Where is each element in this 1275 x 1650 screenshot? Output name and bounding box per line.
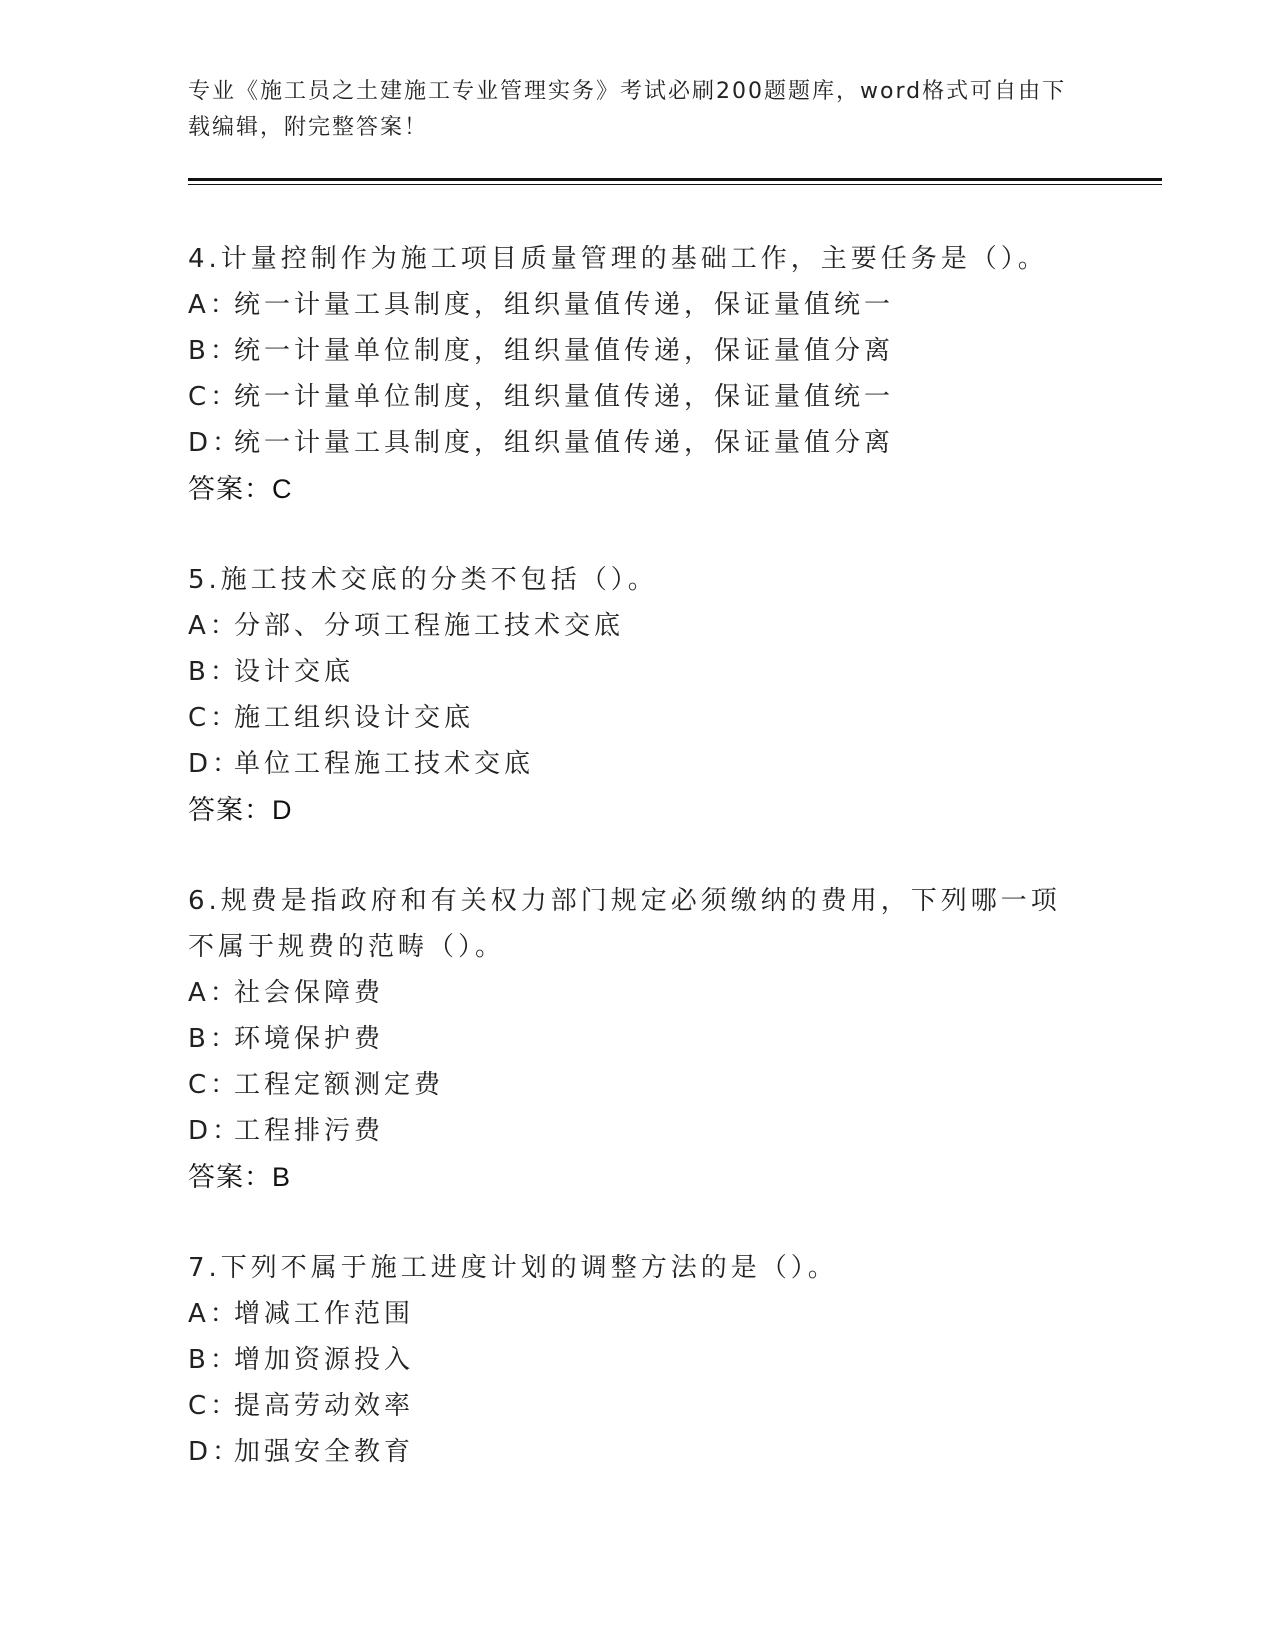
option-key: A： <box>188 978 240 1008</box>
option-text: 统一计量工具制度，组织量值传递，保证量值分离 <box>234 428 895 458</box>
option-d <box>188 741 1088 787</box>
option-text: 提高劳动效率 <box>234 1391 415 1421</box>
option-key: D： <box>188 428 243 458</box>
option-a <box>188 1291 1088 1337</box>
option-text: 工程定额测定费 <box>234 1070 445 1100</box>
option-text: 工程排污费 <box>234 1116 385 1146</box>
option-text: 分部、分项工程施工技术交底 <box>234 611 625 641</box>
option-c <box>188 1383 1088 1429</box>
option-b <box>188 1016 1088 1062</box>
option-key: B： <box>188 336 240 366</box>
answer-label: 答案：D <box>188 795 293 825</box>
option-key: B： <box>188 1024 240 1054</box>
option-text: 社会保障费 <box>234 978 385 1008</box>
option-key: A： <box>188 290 240 320</box>
question-stem: 6.规费是指政府和有关权力部门规定必须缴纳的费用，下列哪一项不属于规费的范畴（）。 <box>188 886 1061 962</box>
option-key: D： <box>188 1116 243 1146</box>
option-text: 统一计量单位制度，组织量值传递，保证量值分离 <box>234 336 895 366</box>
option-text: 统一计量单位制度，组织量值传递，保证量值统一 <box>234 382 895 412</box>
option-key: A： <box>188 611 240 641</box>
option-c <box>188 695 1088 741</box>
option-b <box>188 1337 1088 1383</box>
question-6 <box>188 878 1088 1200</box>
option-key: C： <box>188 382 241 412</box>
document-header: 专业《施工员之土建施工专业管理实务》考试必刷200题题库，word格式可自由下载编辑，附完整答案！ <box>188 79 1067 140</box>
option-key: D： <box>188 749 243 779</box>
option-text: 单位工程施工技术交底 <box>234 749 535 779</box>
option-key: B： <box>188 1345 240 1375</box>
option-text: 加强安全教育 <box>234 1437 415 1467</box>
option-c <box>188 1062 1088 1108</box>
option-key: C： <box>188 1391 241 1421</box>
option-d <box>188 1108 1088 1154</box>
option-a <box>188 970 1088 1016</box>
question-stem: 4.计量控制作为施工项目质量管理的基础工作，主要任务是（）。 <box>188 244 1048 274</box>
header-divider-thick <box>188 178 1162 181</box>
option-key: C： <box>188 1070 241 1100</box>
option-text: 环境保护费 <box>234 1024 385 1054</box>
option-d <box>188 420 1088 466</box>
question-7 <box>188 1245 1088 1475</box>
answer-label: 答案：B <box>188 1162 292 1192</box>
option-c <box>188 374 1088 420</box>
question-list <box>188 236 1088 1520</box>
question-4 <box>188 236 1088 512</box>
option-text: 施工组织设计交底 <box>234 703 475 733</box>
header-divider-thin <box>188 184 1162 185</box>
option-text: 设计交底 <box>234 657 355 687</box>
option-b <box>188 328 1088 374</box>
option-key: B： <box>188 657 240 687</box>
option-key: C： <box>188 703 241 733</box>
option-b <box>188 649 1088 695</box>
option-a <box>188 282 1088 328</box>
option-key: A： <box>188 1299 240 1329</box>
option-d <box>188 1429 1088 1475</box>
question-5 <box>188 557 1088 833</box>
question-stem: 5.施工技术交底的分类不包括（）。 <box>188 565 658 595</box>
option-a <box>188 603 1088 649</box>
option-text: 统一计量工具制度，组织量值传递，保证量值统一 <box>234 290 895 320</box>
option-key: D： <box>188 1437 243 1467</box>
answer-label: 答案：C <box>188 474 293 504</box>
option-text: 增加资源投入 <box>234 1345 415 1375</box>
question-stem: 7.下列不属于施工进度计划的调整方法的是（）。 <box>188 1253 838 1283</box>
option-text: 增减工作范围 <box>234 1299 415 1329</box>
